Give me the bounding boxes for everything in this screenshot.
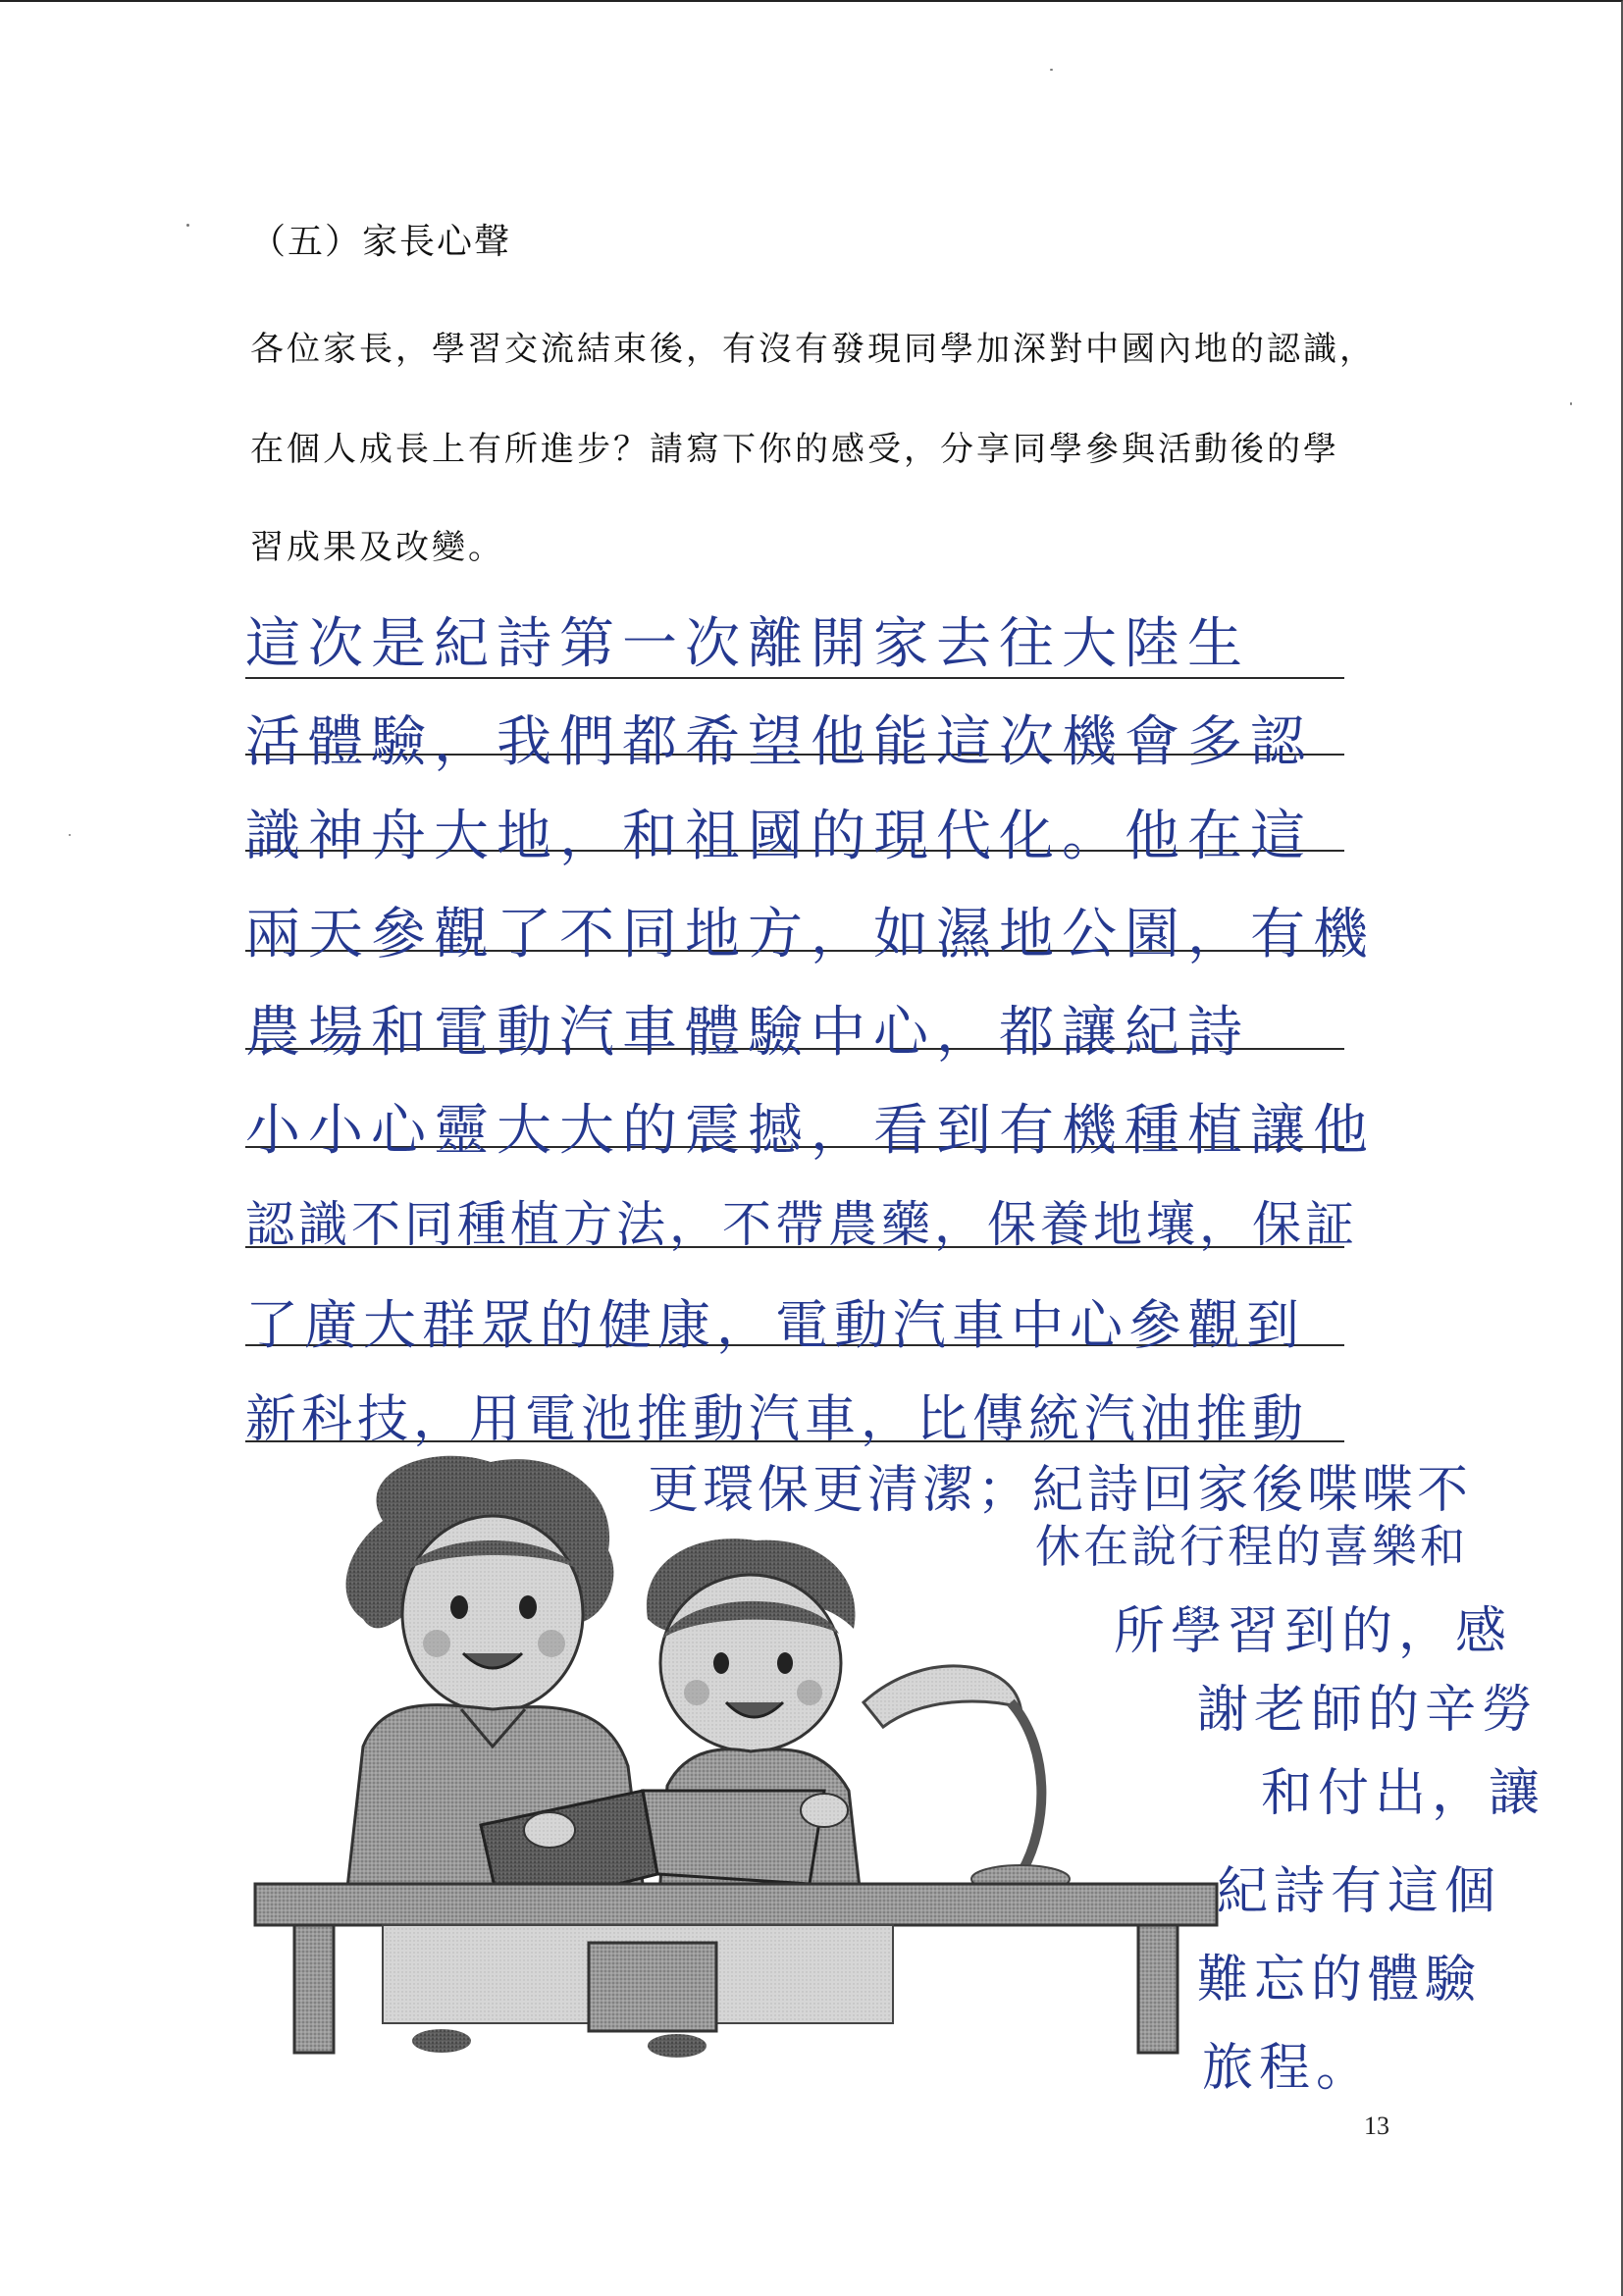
handwritten-line: 謝老師的辛勞 — [1197, 1681, 1540, 1740]
prompt-line: 各位家長，學習交流結束後，有沒有發現同學加深對中國內地的認識， — [250, 330, 1376, 369]
page-number: 13 — [1364, 2112, 1389, 2140]
handwritten-line: 所學習到的，感 — [1114, 1602, 1513, 1661]
prompt-line: 習成果及改變。 — [250, 528, 504, 567]
handwritten-line: 紀詩有這個 — [1217, 1862, 1502, 1921]
handwritten-line: 兩天參觀了不同地方，如濕地公園，有機 — [245, 903, 1376, 966]
handwritten-line: 了廣大群眾的健康，電動汽車中心參觀到 — [245, 1294, 1305, 1356]
scan-speck — [186, 224, 189, 227]
handwritten-line: 旅程。 — [1202, 2039, 1374, 2098]
handwritten-line: 難忘的體驗 — [1197, 1951, 1483, 2009]
handwritten-line: 識神舟大地，和祖國的現代化。他在這 — [245, 805, 1313, 868]
handwritten-line: 新科技，用電池推動汽車，比傳統汽油推動 — [245, 1390, 1309, 1449]
handwritten-line: 小小心靈大大的震撼，看到有機種植讓他 — [245, 1099, 1376, 1163]
handwritten-line: 更環保更清潔；紀詩回家後喋喋不 — [648, 1461, 1473, 1520]
scan-speck — [69, 834, 71, 836]
prompt-line: 在個人成長上有所進步？請寫下你的感受，分享同學參與活動後的學 — [250, 430, 1339, 469]
handwritten-line: 農場和電動汽車體驗中心，都讓紀詩 — [245, 1001, 1250, 1065]
handwritten-line: 認識不同種植方法，不帶農藥，保養地壤，保証 — [245, 1196, 1358, 1253]
scan-speck — [1050, 69, 1053, 71]
handwritten-line: 休在說行程的喜樂和 — [1035, 1520, 1468, 1573]
handwritten-line: 這次是紀詩第一次離開家去往大陸生 — [245, 612, 1250, 676]
section-heading: （五）家長心聲 — [250, 222, 512, 262]
handwritten-line: 和付出，讓 — [1261, 1764, 1546, 1823]
handwritten-line: 活體驗，我們都希望他能這次機會多認 — [245, 710, 1313, 774]
scan-speck — [1570, 402, 1572, 405]
